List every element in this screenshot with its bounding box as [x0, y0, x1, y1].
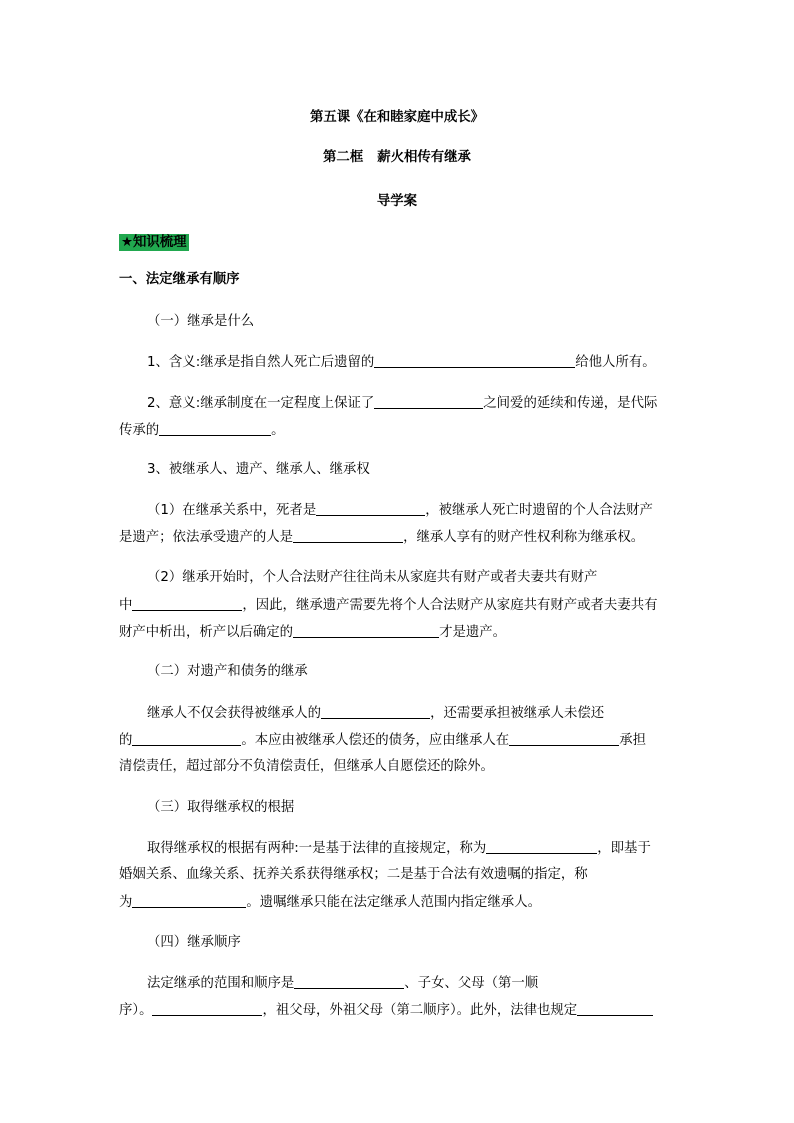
sub4-heading: （四）继承顺序 — [147, 935, 241, 950]
fill-blank[interactable] — [159, 422, 271, 436]
item2-line2 — [119, 422, 285, 439]
fill-blank[interactable] — [577, 1002, 653, 1016]
part1-heading: 一、法定继承有顺序 — [119, 272, 240, 287]
sub1-heading: （一）继承是什么 — [147, 314, 255, 329]
sub2-line3: 清偿责任，超过部分不负清偿责任，但继承人自愿偿还的除外。 — [119, 759, 494, 774]
fill-blank[interactable] — [486, 840, 597, 854]
fill-blank[interactable] — [132, 732, 241, 746]
p2-line2-end: ，因此，继承遗产需要先将个人合法财产从家庭共有财产或者夫妻共有 — [242, 598, 658, 613]
sub3-line1-end: ，即基于 — [597, 841, 651, 856]
sub3-line3-text: 为 — [119, 895, 133, 910]
p1-text-end: ，被继承人死亡时遗留的个人合法财产 — [425, 503, 653, 518]
fill-blank[interactable] — [321, 705, 430, 719]
sub2-line1 — [147, 705, 604, 722]
p1-text: （1）在继承关系中，死者是 — [147, 503, 317, 518]
item1-text: 1、含义:继承是指自然人死亡后遗留的 — [147, 355, 375, 370]
item1-text-end: 给他人所有。 — [575, 355, 656, 370]
sub2-line2-end: 承担 — [619, 733, 646, 748]
knowledge-badge: ★知识梳理 — [121, 235, 187, 250]
p2-line3-text: 财产中析出，析产以后确定的 — [119, 625, 294, 640]
section-header — [119, 235, 189, 251]
item2-text-mid: 之间爱的延续和传递，是代际 — [483, 396, 658, 411]
sub3-line2: 婚姻关系、血缘关系、抚养关系获得继承权；二是基于合法有效遗嘱的指定，称 — [119, 867, 588, 882]
sub2-line2 — [119, 732, 646, 749]
fill-blank[interactable] — [316, 502, 425, 516]
sub4-line1-end: 、子女、父母（第一顺 — [404, 976, 539, 991]
fill-blank[interactable] — [132, 597, 242, 611]
sub4-line2 — [119, 1002, 653, 1019]
p2-line2-text: 中 — [119, 598, 133, 613]
sub3-line3-end: 。遗嘱继承只能在法定继承人范围内指定继承人。 — [246, 895, 541, 910]
fill-blank[interactable] — [293, 529, 403, 543]
fill-blank[interactable] — [152, 1002, 262, 1016]
case-title: 导学案 — [376, 194, 418, 209]
fill-blank[interactable] — [374, 395, 483, 409]
sub2-line1-end: ，还需要承担被继承人未偿还 — [430, 706, 605, 721]
item1-line — [147, 354, 656, 371]
p2-line1: （2）继承开始时，个人合法财产往往尚未从家庭共有财产或者夫妻共有财产 — [147, 570, 598, 585]
p2-line2 — [119, 597, 658, 614]
p2-line3 — [119, 624, 506, 641]
item2-line2-end: 。 — [271, 423, 285, 438]
sub4-line2-mid: ，祖父母，外祖父母（第二顺序）。此外，法律也规定 — [262, 1003, 578, 1018]
p1-line1 — [147, 502, 653, 519]
sub2-heading: （二）对遗产和债务的继承 — [147, 664, 308, 679]
sub2-line2-text: 的 — [119, 733, 133, 748]
p2-line3-end: 才是遗产。 — [439, 625, 507, 640]
fill-blank[interactable] — [509, 732, 619, 746]
sub2-line2-mid: 。本应由被继承人偿还的债务，应由继承人在 — [241, 733, 510, 748]
sub3-line1 — [147, 840, 651, 857]
sub3-line1-text: 取得继承权的根据有两种:一是基于法律的直接规定，称为 — [147, 841, 487, 856]
item2-line — [147, 395, 657, 412]
item2-text: 2、意义:继承制度在一定程度上保证了 — [147, 396, 375, 411]
p1-line2-text: 是遗产；依法承受遗产的人是 — [119, 530, 294, 545]
fill-blank[interactable] — [293, 624, 439, 638]
fill-blank[interactable] — [294, 975, 404, 989]
item2-line2-text: 传承的 — [119, 423, 160, 438]
sub3-heading: （三）取得继承权的根据 — [147, 800, 295, 815]
p1-line2 — [119, 529, 644, 546]
frame-title: 第二框 薪火相传有继承 — [323, 150, 471, 165]
fill-blank[interactable] — [374, 354, 575, 368]
fill-blank[interactable] — [132, 894, 246, 908]
sub4-line1 — [147, 975, 538, 992]
sub3-line3 — [119, 894, 541, 911]
lesson-title: 第五课《在和睦家庭中成长》 — [309, 110, 485, 125]
sub4-line1-text: 法定继承的范围和顺序是 — [147, 976, 295, 991]
sub4-line2-text: 序）。 — [119, 1003, 153, 1018]
p1-line2-end: ，继承人享有的财产性权利称为继承权。 — [403, 530, 645, 545]
item3-heading: 3、被继承人、遗产、继承人、继承权 — [147, 462, 370, 477]
sub2-line1-text: 继承人不仅会获得被继承人的 — [147, 706, 322, 721]
